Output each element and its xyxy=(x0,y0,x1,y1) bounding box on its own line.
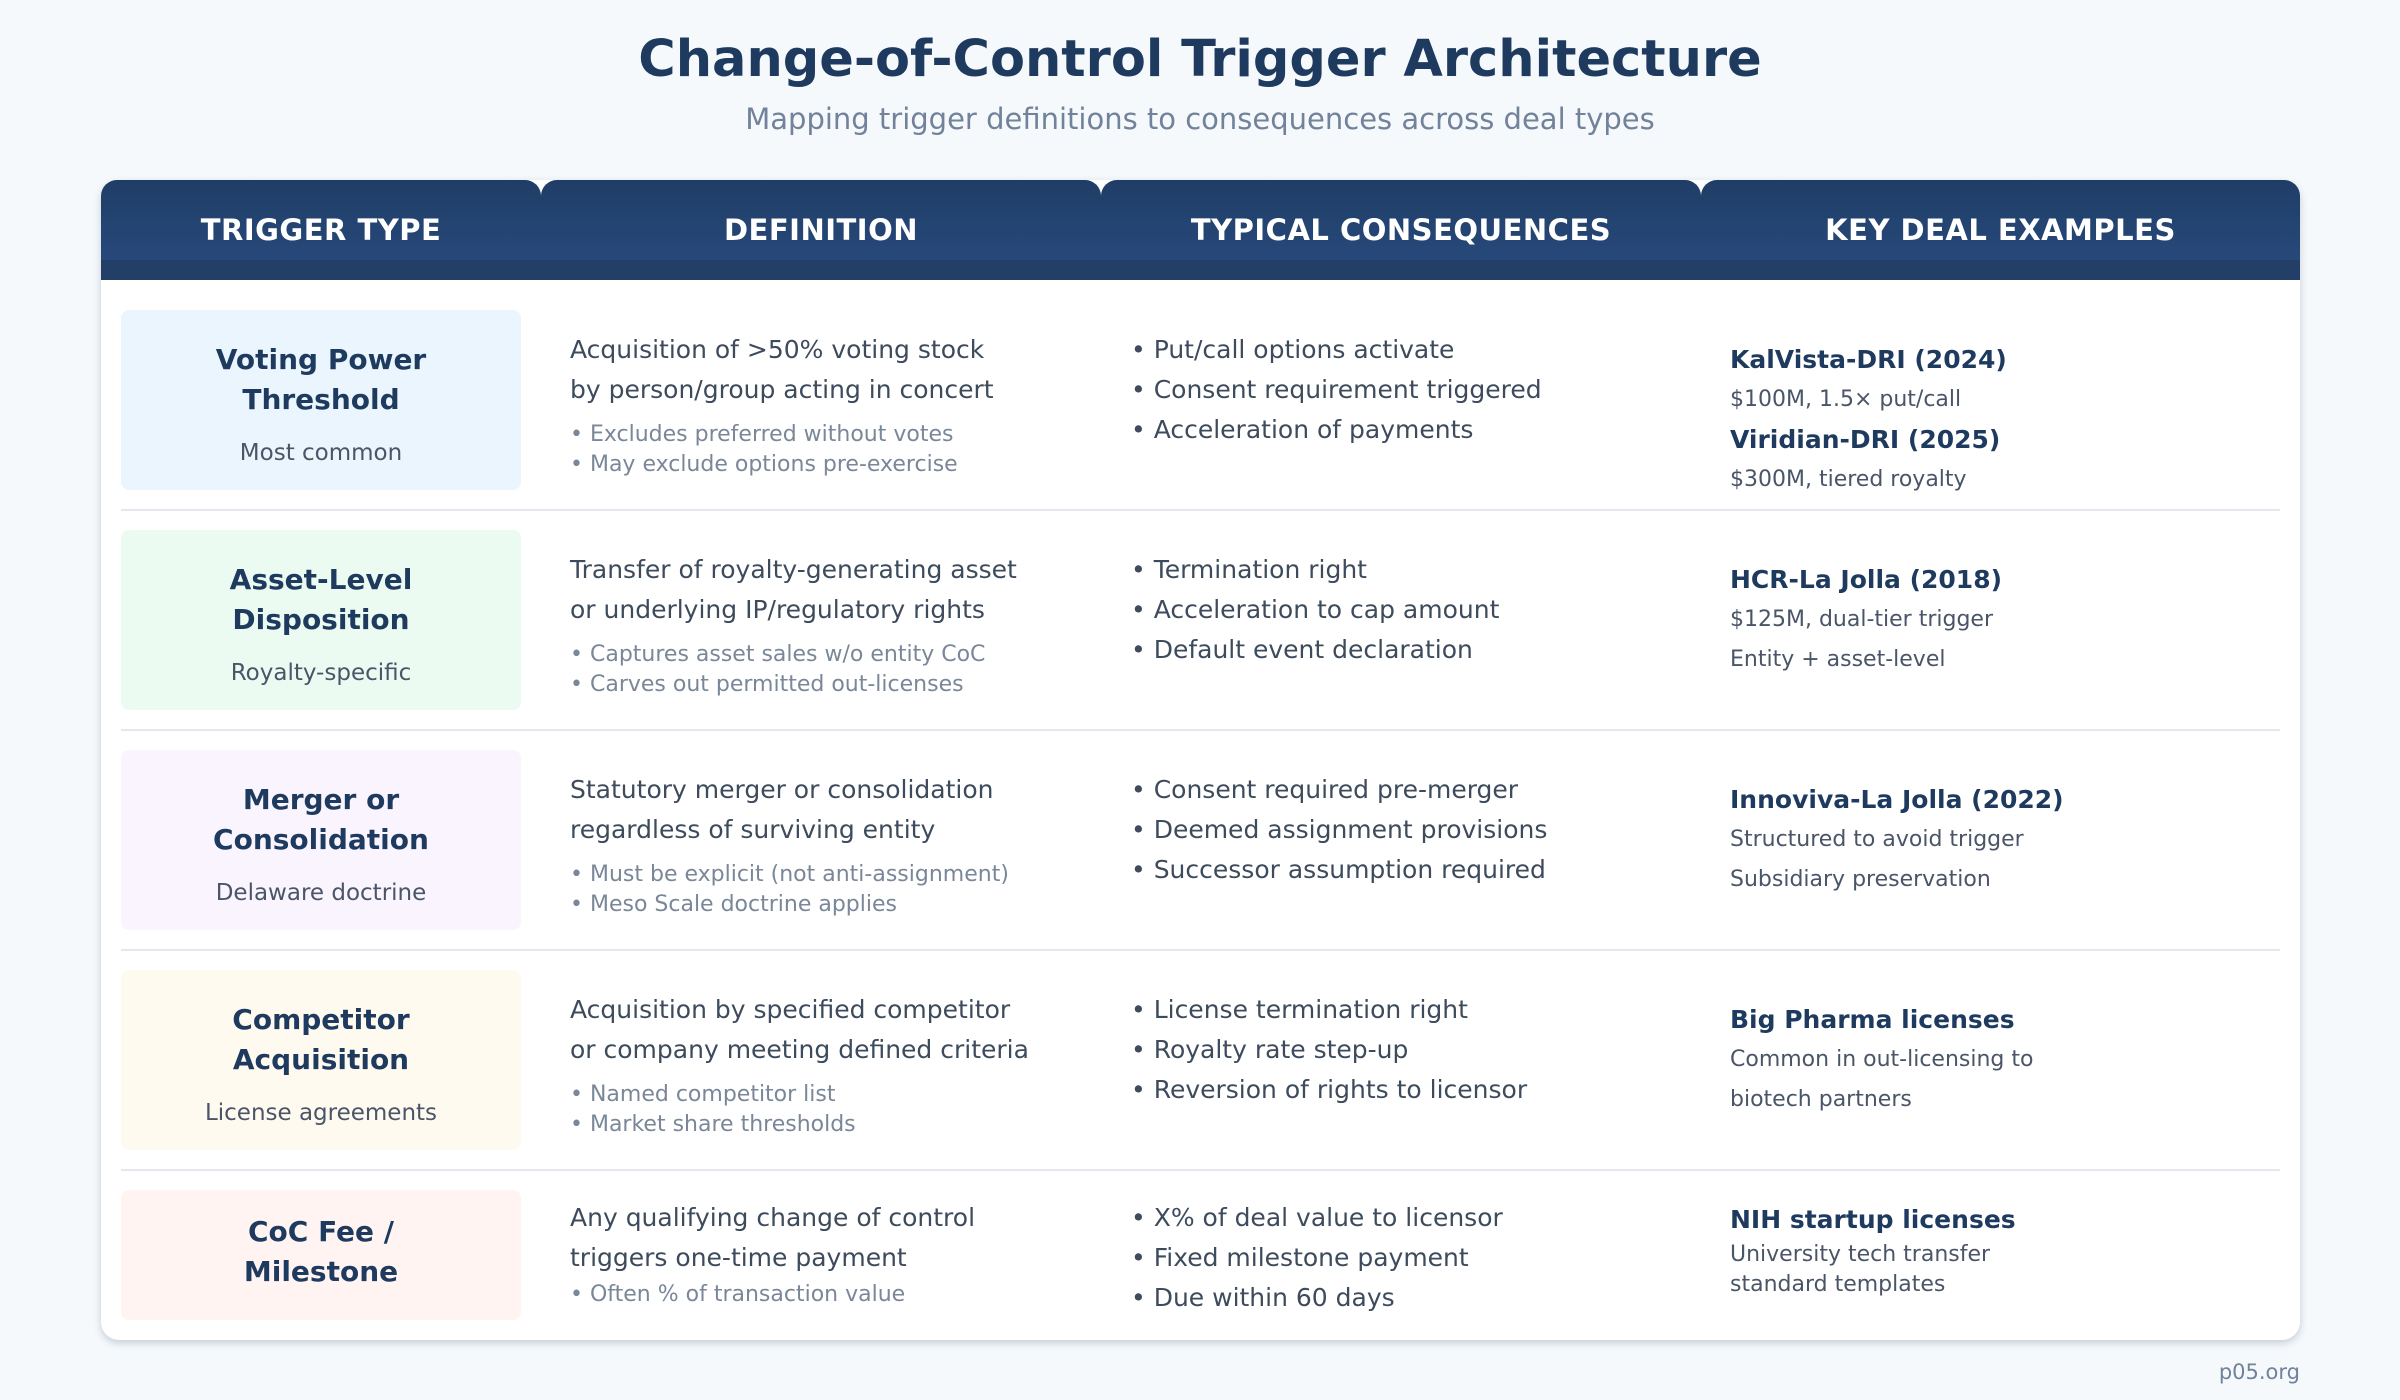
consequences-list xyxy=(1131,330,1691,450)
consequence-item: • License termination right xyxy=(1131,995,1468,1024)
trigger-note: Royalty-specific xyxy=(230,660,412,686)
consequences-list xyxy=(1131,1198,1691,1318)
deal-examples xyxy=(1730,1000,2290,1120)
consequences-list xyxy=(1131,550,1691,670)
consequence-item: • Consent required pre-merger xyxy=(1131,775,1519,804)
page-subtitle: Mapping trigger definitions to consequences across deal types xyxy=(745,102,1655,136)
column-header-definition: DEFINITION xyxy=(541,180,1101,280)
trigger-name xyxy=(121,560,521,640)
definition-note: • Must be explicit (not anti-assignment) xyxy=(570,862,1009,887)
table-row xyxy=(101,310,2300,530)
table-header xyxy=(101,180,2300,280)
deal-example-name: Big Pharma licenses xyxy=(1730,1005,2015,1034)
column-header-examples: KEY DEAL EXAMPLES xyxy=(1701,180,2300,280)
consequence-item: • Royalty rate step-up xyxy=(1131,1035,1409,1064)
trigger-type-cell xyxy=(121,970,521,1150)
deal-example-detail: Common in out-licensing to xyxy=(1730,1047,2034,1072)
trigger-name-line: Asset-Level xyxy=(229,563,413,596)
row-divider xyxy=(121,509,2280,511)
trigger-name xyxy=(121,780,521,860)
deal-example-detail: $100M, 1.5× put/call xyxy=(1730,387,1962,412)
deal-example-name: KalVista-DRI (2024) xyxy=(1730,345,2007,374)
row-divider xyxy=(121,729,2280,731)
definition-note: • Often % of transaction value xyxy=(570,1282,906,1307)
column-header-trigger-type: TRIGGER TYPE xyxy=(101,180,541,280)
consequences-list xyxy=(1131,770,1691,890)
trigger-name-line: Disposition xyxy=(232,603,410,636)
trigger-name xyxy=(121,1000,521,1080)
definition-line: triggers one-time payment xyxy=(570,1243,907,1272)
definition-note: • Carves out permitted out-licenses xyxy=(570,672,964,697)
consequence-item: • Reversion of rights to licensor xyxy=(1131,1075,1528,1104)
consequence-item: • Default event declaration xyxy=(1131,635,1473,664)
deal-example-detail: biotech partners xyxy=(1730,1087,1912,1112)
trigger-name-line: Threshold xyxy=(242,383,400,416)
page-title: Change-of-Control Trigger Architecture xyxy=(638,30,1762,89)
table-row xyxy=(101,1190,2300,1330)
trigger-name-line: Competitor xyxy=(232,1003,410,1036)
consequence-item: • Due within 60 days xyxy=(1131,1283,1395,1312)
definition-text xyxy=(570,1198,1090,1278)
definition-text xyxy=(570,550,1090,630)
deal-example-detail: $300M, tiered royalty xyxy=(1730,467,1967,492)
definition-line: or company meeting defined criteria xyxy=(570,1035,1029,1064)
definition-notes xyxy=(570,1080,1090,1140)
row-divider xyxy=(121,1169,2280,1171)
column-header-consequences: TYPICAL CONSEQUENCES xyxy=(1101,180,1701,280)
deal-examples xyxy=(1730,340,2290,500)
deal-example-detail: Entity + asset-level xyxy=(1730,647,1946,672)
trigger-note: Most common xyxy=(239,440,403,466)
trigger-name-line: Merger or xyxy=(242,783,400,816)
trigger-name-line: Acquisition xyxy=(232,1043,410,1076)
trigger-note: Delaware doctrine xyxy=(215,880,427,906)
table-row xyxy=(101,750,2300,970)
definition-line: Transfer of royalty-generating asset xyxy=(570,555,1017,584)
deal-example-detail: Structured to avoid trigger xyxy=(1730,827,2024,852)
trigger-name-line: Voting Power xyxy=(215,343,427,376)
definition-line: Any qualifying change of control xyxy=(570,1203,976,1232)
trigger-type-cell xyxy=(121,750,521,930)
trigger-type-cell xyxy=(121,310,521,490)
consequence-item: • Put/call options activate xyxy=(1131,335,1455,364)
deal-example-detail: Subsidiary preservation xyxy=(1730,867,1991,892)
definition-notes xyxy=(570,640,1090,700)
trigger-name xyxy=(121,1212,521,1292)
consequence-item: • Fixed milestone payment xyxy=(1131,1243,1469,1272)
deal-example-name: Viridian-DRI (2025) xyxy=(1730,425,2001,454)
table-row xyxy=(101,970,2300,1190)
deal-example-name: NIH startup licenses xyxy=(1730,1205,2016,1234)
definition-line: Acquisition by specified competitor xyxy=(570,995,1011,1024)
trigger-name-line: Consolidation xyxy=(213,823,429,856)
definition-note: • Named competitor list xyxy=(570,1082,836,1107)
definition-notes xyxy=(570,1280,1090,1310)
trigger-type-cell xyxy=(121,1190,521,1320)
trigger-note: License agreements xyxy=(204,1100,438,1126)
trigger-table xyxy=(101,180,2300,1340)
deal-example-detail: standard templates xyxy=(1730,1272,1946,1297)
consequence-item: • Termination right xyxy=(1131,555,1367,584)
deal-example-detail: University tech transfer xyxy=(1730,1242,1991,1267)
deal-example-name: HCR-La Jolla (2018) xyxy=(1730,565,2003,594)
deal-examples xyxy=(1730,560,2290,680)
trigger-name-line: CoC Fee / xyxy=(247,1215,395,1248)
deal-examples xyxy=(1730,780,2290,900)
definition-note: • Captures asset sales w/o entity CoC xyxy=(570,642,986,667)
deal-example-detail: $125M, dual-tier trigger xyxy=(1730,607,1994,632)
definition-note: • Meso Scale doctrine applies xyxy=(570,892,897,917)
table-row xyxy=(101,530,2300,750)
consequence-item: • Deemed assignment provisions xyxy=(1131,815,1548,844)
definition-text xyxy=(570,330,1090,410)
consequence-item: • Acceleration to cap amount xyxy=(1131,595,1500,624)
deal-example-name: Innoviva-La Jolla (2022) xyxy=(1730,785,2064,814)
trigger-type-cell xyxy=(121,530,521,710)
definition-text xyxy=(570,990,1090,1070)
consequence-item: • Consent requirement triggered xyxy=(1131,375,1542,404)
consequence-item: • Acceleration of payments xyxy=(1131,415,1474,444)
trigger-name-line: Milestone xyxy=(243,1255,399,1288)
definition-notes xyxy=(570,860,1090,920)
definition-notes xyxy=(570,420,1090,480)
definition-note: • Market share thresholds xyxy=(570,1112,856,1137)
consequence-item: • Successor assumption required xyxy=(1131,855,1546,884)
definition-line: Acquisition of >50% voting stock xyxy=(570,335,985,364)
trigger-name xyxy=(121,340,521,420)
footer-source: p05.org xyxy=(2218,1360,2300,1384)
definition-note: • Excludes preferred without votes xyxy=(570,422,954,447)
consequence-item: • X% of deal value to licensor xyxy=(1131,1203,1503,1232)
definition-note: • May exclude options pre-exercise xyxy=(570,452,958,477)
deal-examples xyxy=(1730,1200,2290,1300)
definition-line: regardless of surviving entity xyxy=(570,815,936,844)
definition-line: Statutory merger or consolidation xyxy=(570,775,994,804)
row-divider xyxy=(121,949,2280,951)
definition-line: by person/group acting in concert xyxy=(570,375,994,404)
definition-line: or underlying IP/regulatory rights xyxy=(570,595,985,624)
consequences-list xyxy=(1131,990,1691,1110)
definition-text xyxy=(570,770,1090,850)
